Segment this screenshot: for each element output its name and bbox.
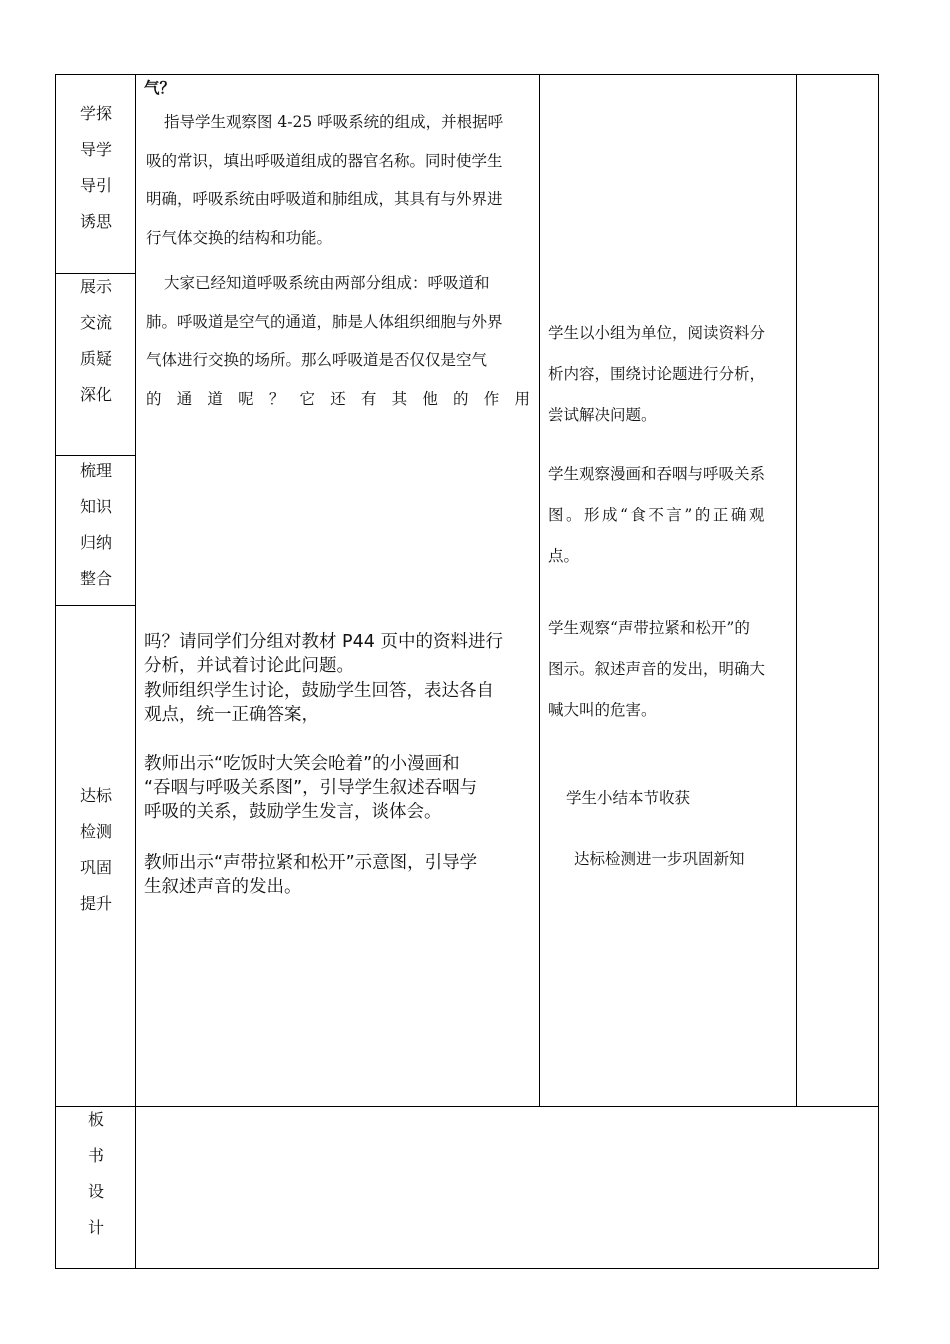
right-block-3 (548, 608, 790, 731)
char: ？ (268, 389, 285, 408)
table-right-border (878, 74, 879, 1269)
board-line: 计 (87, 1218, 104, 1237)
text-line: 教师出示“吃饭时大笑会呛着”的小漫画和 (144, 754, 460, 774)
table-col-divider-2 (539, 74, 540, 1106)
text-line: 学生观察“声带拉紧和松开”的 (548, 619, 750, 637)
text-line: “吞咽与呼吸关系图”，引导学生叙述吞咽与 (144, 778, 478, 798)
stage-line: 梳理 (79, 461, 112, 480)
middle-paragraph-2 (146, 264, 530, 418)
right-block-2 (548, 454, 790, 577)
table-col-divider-3 (796, 74, 797, 1106)
char: 有 (360, 389, 377, 408)
right-consolidate: 达标检测进一步巩固新知 (574, 850, 745, 868)
stage-line: 诱思 (79, 212, 112, 231)
board-line: 板 (87, 1110, 104, 1129)
stage-line: 导引 (79, 176, 112, 195)
char: 其 (391, 389, 408, 408)
text-line: 吗？请同学们分组对教材 P44 页中的资料进行 (144, 632, 503, 652)
stage-line: 巩固 (79, 858, 112, 877)
text-line: 气体进行交换的场所。那么呼吸道是否仅仅是空气 (146, 351, 488, 369)
char: 呢 (238, 389, 254, 408)
text-line: 明确，呼吸系统由呼吸道和肺组成，其具有与外界进 (146, 190, 503, 208)
stage-divider-3 (55, 605, 136, 606)
table-col-divider-1 (135, 74, 136, 1269)
stage-line: 整合 (79, 569, 112, 588)
text-line: 教师出示“声带拉紧和松开”示意图，引导学 (144, 853, 478, 873)
text-line: 分析，并试着讨论此问题。 (144, 656, 354, 676)
stage-line: 达标 (79, 786, 112, 805)
text-line: 学生观察漫画和吞咽与呼吸关系 (548, 465, 766, 483)
board-design-label (57, 1102, 135, 1246)
stage-line: 交流 (79, 313, 112, 332)
text-line: 肺。呼吸道是空气的通道，肺是人体组织细胞与外界 (146, 312, 503, 331)
text-line: 教师组织学生讨论，鼓励学生回答，表达各自 (144, 681, 494, 701)
table-divider-main-bottom (55, 1106, 879, 1107)
stage-line: 检测 (79, 822, 112, 841)
text-line: 呼吸的关系，鼓励学生发言，谈体会。 (144, 802, 442, 822)
stage-line: 归纳 (79, 533, 112, 552)
char: 道 (207, 389, 223, 408)
middle-top-fragment: 气？ (144, 78, 176, 97)
char: 还 (330, 389, 346, 408)
text-line: 尝试解决问题。 (548, 406, 657, 424)
text-line: 学生以小组为单位，阅读资料分 (548, 324, 766, 342)
table-bottom-border (55, 1268, 879, 1269)
char: 的 (146, 389, 162, 408)
text-line: 点。 (548, 547, 580, 565)
stage-label-explore (57, 96, 135, 240)
text-line: 图。形成“食不言”的正确观 (548, 506, 767, 524)
text-line: 观点，统一正确答案， (144, 705, 319, 725)
stage-label-present (57, 269, 135, 413)
middle-sans-block-2 (144, 679, 534, 727)
char: 用 (514, 389, 530, 408)
right-block-1 (548, 313, 790, 436)
stage-label-summarize (57, 453, 135, 597)
middle-sans-block-1 (144, 630, 534, 678)
text-line: 析内容，围绕讨论题进行分析， (548, 365, 766, 383)
stage-line: 提升 (79, 894, 112, 913)
stage-label-assess (57, 778, 135, 922)
text-line: 喊大叫的危害。 (548, 701, 657, 719)
middle-sans-block-4 (144, 851, 534, 899)
table-top-border (55, 74, 879, 75)
board-line: 书 (87, 1146, 104, 1165)
char: 的 (453, 389, 469, 408)
char: 它 (299, 389, 316, 408)
stage-line: 展示 (79, 277, 112, 296)
char: 通 (176, 389, 193, 408)
stage-line: 学探 (79, 104, 112, 123)
middle-paragraph-1 (146, 103, 530, 257)
text-line: 行气体交换的结构和功能。 (146, 228, 333, 247)
char: 他 (422, 389, 438, 408)
text-line: 生叙述声音的发出。 (144, 877, 302, 897)
text-line: 吸的常识，填出呼吸道组成的器官名称。同时使学生 (146, 151, 503, 170)
right-summary: 学生小结本节收获 (566, 789, 691, 807)
justified-text-line (146, 380, 530, 419)
stage-line: 知识 (79, 497, 112, 516)
text-line: 大家已经知道呼吸系统由两部分组成：呼吸道和 (164, 274, 490, 292)
table-left-border (55, 74, 56, 1269)
stage-line: 深化 (79, 385, 112, 404)
board-line: 设 (87, 1182, 104, 1201)
stage-line: 质疑 (79, 349, 112, 368)
middle-sans-block-3 (144, 752, 534, 824)
text-line: 指导学生观察图 4-25 呼吸系统的组成，并根据呼 (164, 113, 504, 131)
char: 作 (483, 389, 500, 408)
text-line: 图示。叙述声音的发出，明确大 (548, 660, 766, 678)
stage-line: 导学 (79, 140, 112, 159)
